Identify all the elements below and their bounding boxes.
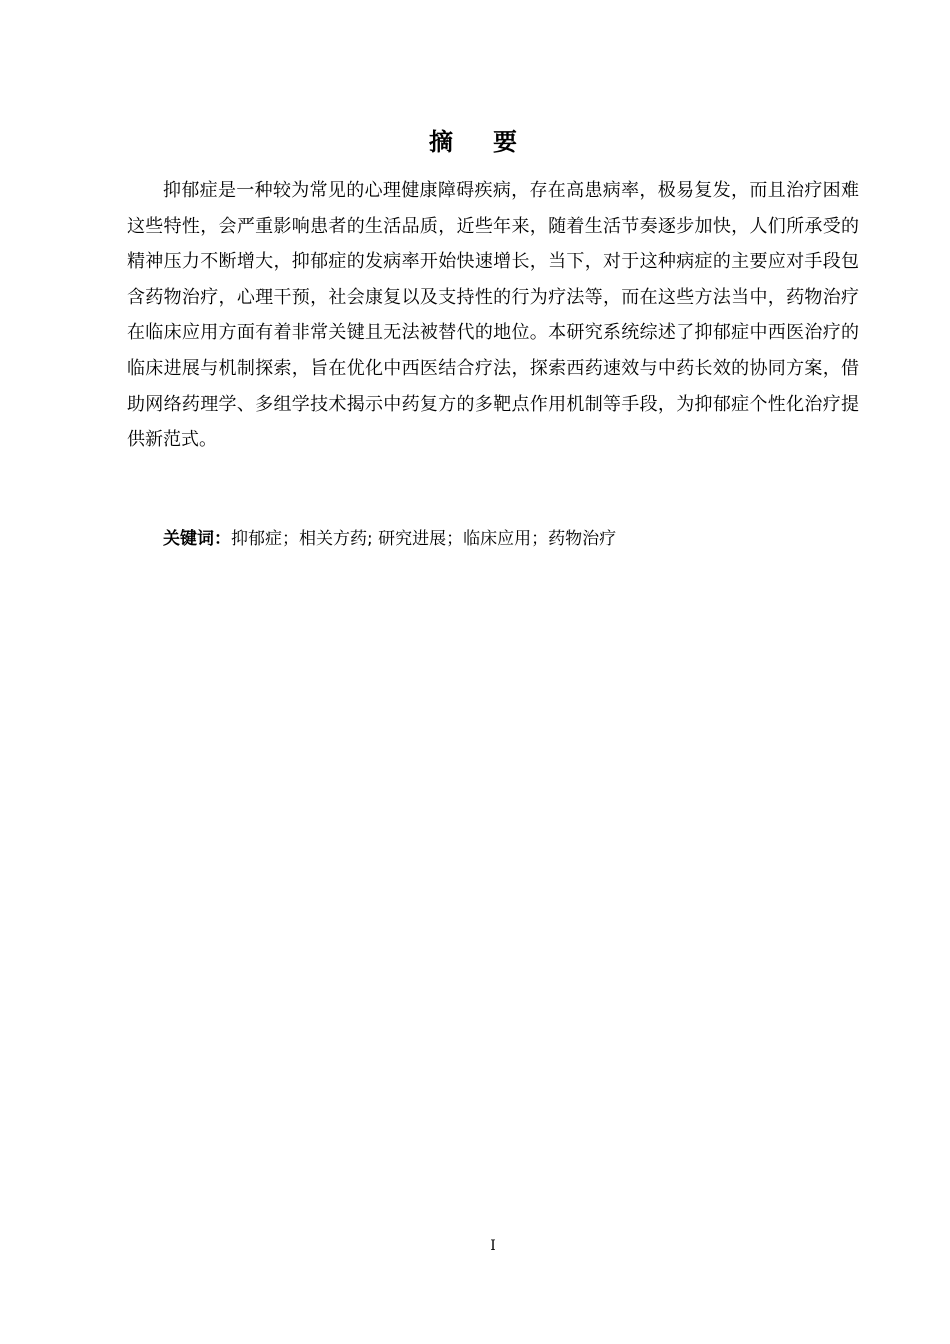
keywords-label: 关键词：: [163, 529, 231, 549]
abstract-title: 摘要: [429, 128, 557, 156]
page-number: I: [490, 1238, 496, 1254]
abstract-body: 抑郁症是一种较为常见的心理健康障碍疾病，存在高患病率，极易复发，而且治疗困难这些特性，会严重影响患者的生活品质，近些年来，随着生活节奏逐步加快，人们所承受的精神压力不断增大，抑郁症的发病率开始快速增长，当下，对于这种病症的主要应对手段包含药物治疗，心理干预，社会康复以及支持性的行为疗法等，而在这些方法当中，药物治疗在临床应用方面有着非常关键且无法被替代的地位。本研究系统综述了抑郁症中西医治疗的临床进展与机制探索，旨在优化中西医结合疗法，探索西药速效与中药长效的协同方案，借助网络药理学、多组学技术揭示中药复方的多靶点作用机制等手段，为抑郁症个性化治疗提供新范式。: [127, 180, 859, 451]
keywords-line: [163, 523, 843, 555]
keywords-text: 抑郁症；相关方药; 研究进展；临床应用；药物治疗: [231, 529, 617, 549]
